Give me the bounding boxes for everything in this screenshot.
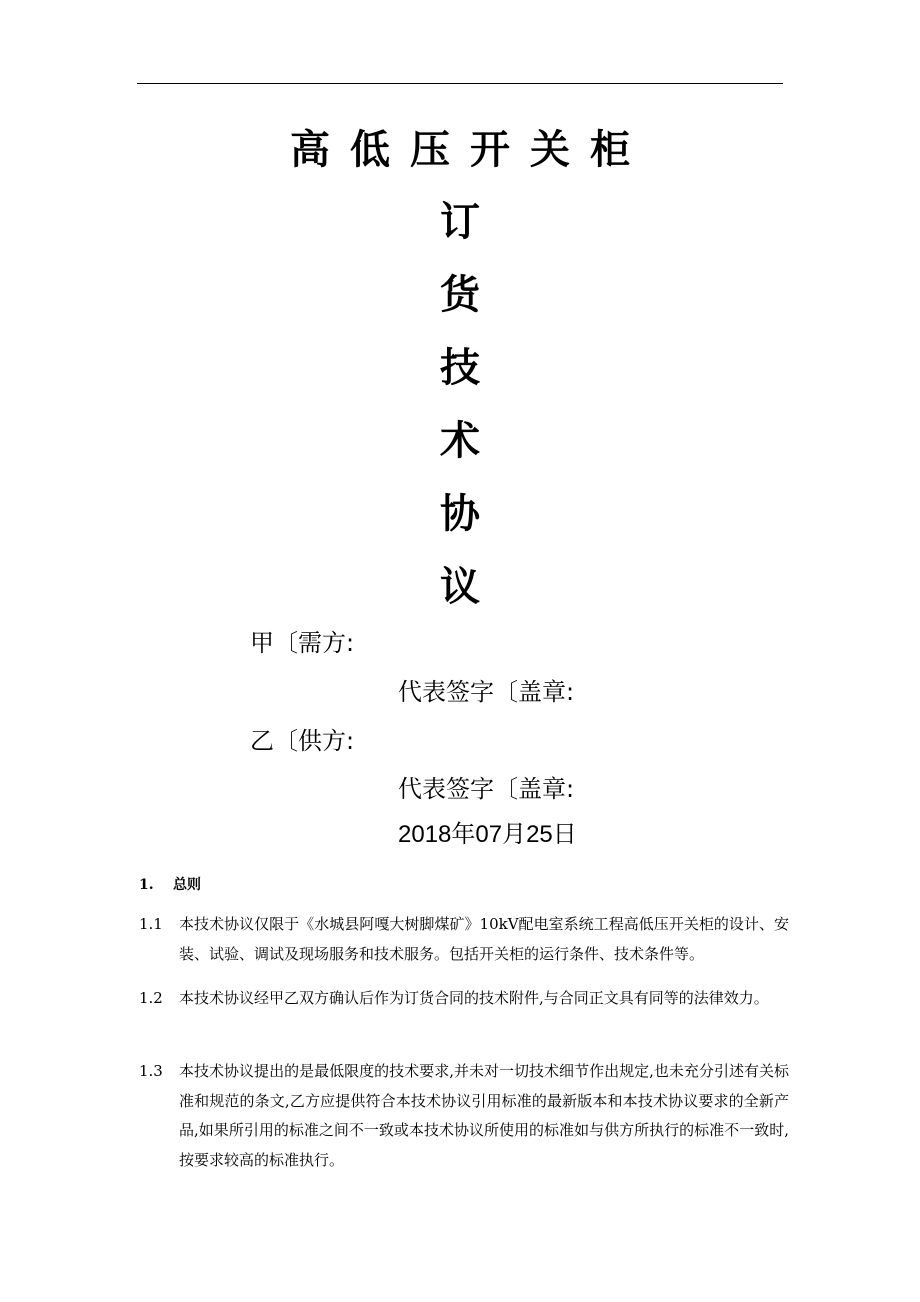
title-char-1: 订 — [440, 199, 480, 245]
clause-text: 本技术协议经甲乙双方确认后作为订货合同的技术附件,与合同正文具有同等的法律效力。 — [179, 989, 769, 1007]
document-title: 高低压开关柜 — [290, 127, 650, 173]
section-title: 总则 — [173, 877, 201, 893]
title-char-6: 议 — [440, 564, 480, 610]
section-number: 1. — [139, 877, 154, 893]
title-char-5: 协 — [440, 491, 480, 537]
party-b-label: 乙〔供方: — [250, 727, 355, 755]
clause-number: 1.2 — [139, 989, 163, 1007]
section-heading — [139, 874, 201, 896]
clause-text: 本技术协议仅限于《水城县阿嘎大树脚煤矿》10kV配电室系统工程高低压开关柜的设计、安装、试验、调试及现场服务和技术服务。包括开关柜的运行条件、技术条件等。 — [179, 915, 789, 963]
title-char-3: 技 — [440, 345, 480, 391]
clause-text: 本技术协议提出的是最低限度的技术要求,并未对一切技术细节作出规定,也未充分引述有关标准和规范的条文,乙方应提供符合本技术协议引用标准的最新版本和本技术协议要求的全新产品,如果所引用的标准之间不一致或本技术协议所使用的标准如与供方所执行的标准不一致时,按要求较高的标准执行。 — [179, 1062, 789, 1169]
header-rule — [137, 83, 783, 84]
agreement-date: 2018年07月25日 — [398, 821, 577, 848]
party-b-signature-line: 代表签字〔盖章: — [398, 775, 575, 803]
clause-number: 1.1 — [139, 915, 163, 933]
party-a-label: 甲〔需方: — [250, 629, 355, 657]
party-a-signature-line: 代表签字〔盖章: — [398, 678, 575, 706]
title-char-2: 货 — [440, 272, 480, 318]
clause-number: 1.3 — [139, 1062, 163, 1080]
title-char-4: 术 — [440, 418, 480, 464]
